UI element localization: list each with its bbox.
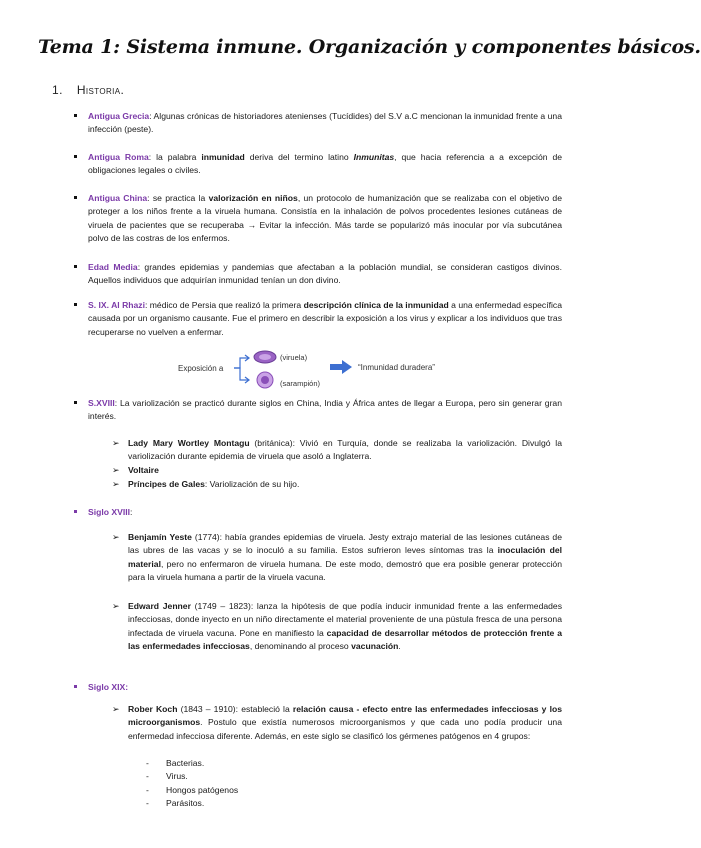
- subitem-yeste: [112, 531, 562, 585]
- bullet-icon: [74, 685, 77, 688]
- item-text: : Variolización de su hijo.: [204, 479, 300, 489]
- item-text: : médico de Persia que realizó la primera: [144, 300, 304, 310]
- list-item-sxviii: [74, 397, 562, 424]
- item-bold: Príncipes de Gales: [128, 479, 205, 489]
- item-bold: Voltaire: [128, 465, 159, 475]
- bullet-icon: [74, 155, 77, 158]
- subitem-principes: [112, 478, 562, 491]
- item-bold: Edward Jenner: [128, 601, 191, 611]
- subitem-voltaire: [112, 464, 562, 477]
- arrow-bullet-icon: ➢: [112, 438, 120, 448]
- list-item-china: [74, 192, 562, 246]
- item-text: (1774): había grandes epidemias de viruela. Jesty extrajo material de las lesiones cutáneas de las ubres de las vacas y se lo inoculó a su familia. Estos sufrieron leves síntomas tras la: [128, 532, 562, 556]
- subitem-koch: [112, 703, 562, 743]
- list-item: - Virus.: [146, 771, 188, 782]
- item-text: , un protocolo de humanización que se realizaba con el objetivo de proteger a los niños frente a la viruela humana. Consistía en la inhalación de polvos procedentes lesiones cutáneas de viruela de pacientes que se recuperaba → Evitar la infección. Más tarde se popularizó más inocular por vía subcutánea polvo de las costras de los enfermos.: [88, 193, 562, 244]
- item-text: : la palabra: [148, 152, 202, 162]
- item-text: , pero no enfermaron de viruela humana. De este modo, demostró que era posible generar protección para la viruela humana a partir de la viruela vacuna.: [128, 558, 562, 583]
- item-text: . Postulo que existía numerosos microorganismos y que cada uno podía producir una enfermedad infecciosa diferente. Además, en este siglo se clasificó los gérmenes patógenos en 4 grupos:: [128, 717, 562, 741]
- group-label: Bacterias.: [166, 758, 205, 768]
- item-text: .: [398, 641, 401, 652]
- item-text: : La variolización se practicó durante siglos en China, India y África antes de llegar a Europa, pero sin generar gran interés.: [88, 398, 562, 422]
- item-sep: :: [149, 111, 154, 121]
- virus1-label: (viruela): [280, 353, 308, 362]
- item-text: : se practica la: [147, 193, 209, 203]
- page-title: Tema 1: Sistema inmune. Organización y componentes básicos.: [38, 36, 701, 58]
- bullet-icon: [74, 196, 77, 199]
- list-item: - Bacterias.: [146, 758, 205, 768]
- item-bold: Lady Mary Wortley Montagu: [128, 438, 250, 448]
- item-text: , denominando al proceso: [249, 641, 352, 652]
- exposure-diagram-svg: [176, 348, 456, 392]
- arrow-bullet-icon: ➢: [112, 479, 120, 489]
- list-item-siglo-xix: [74, 681, 562, 694]
- item-label: Edad Media: [88, 262, 138, 272]
- item-label: S.XVIII: [88, 398, 115, 408]
- item-text: deriva del termino latino: [244, 152, 354, 162]
- item-bold: valorización en niños: [208, 193, 298, 203]
- arrow-bullet-icon: ➢: [112, 704, 120, 714]
- exposure-diagram: [176, 348, 456, 392]
- item-sep: :: [130, 507, 133, 517]
- item-bold: relación causa - efecto entre las enfermedades infecciosas y los microorganismos: [128, 704, 562, 728]
- list-item-grecia: [74, 110, 562, 137]
- item-text: , que hacia referencia a a excepción de obligaciones legales o civiles.: [88, 152, 562, 176]
- item-bold: inmunidad: [201, 152, 245, 162]
- section-title: Historia.: [76, 83, 125, 97]
- arrow-bullet-icon: ➢: [112, 601, 120, 611]
- group-label: Hongos patógenos: [166, 784, 239, 795]
- list-item: - Hongos patógenos: [146, 784, 239, 795]
- item-text: Algunas crónicas de historiadores atenienses (Tucídides) del S.V a.C mencionan la inmunidad frente a una infección (peste).: [88, 111, 562, 135]
- section-number: 1.: [52, 83, 63, 97]
- list-item-siglo-xviii: [74, 506, 562, 519]
- item-bold: vacunación: [351, 641, 399, 652]
- bullet-icon: [74, 265, 77, 268]
- item-label: Antigua China: [88, 193, 148, 203]
- item-bold: descripción clínica de la inmunidad: [303, 300, 449, 310]
- item-bold: Rober Koch: [128, 704, 178, 714]
- bullet-icon: [74, 303, 77, 306]
- group-label: Virus.: [166, 771, 188, 782]
- bullet-icon: [74, 510, 77, 513]
- arrow-bullet-icon: ➢: [112, 532, 120, 542]
- list-item: - Parásitos.: [146, 798, 205, 809]
- germ-group-list: [146, 757, 346, 811]
- virus-core-icon: [259, 354, 271, 360]
- item-label: Siglo XIX:: [88, 682, 129, 692]
- item-text: (1843 – 1910): estableció la: [177, 704, 293, 714]
- section-heading: [52, 83, 124, 97]
- item-text: (británica): Vivió en Turquía, donde se realizaba la variolización. Divulgó la variolización durante epidemia de viruela que asoló a Inglaterra.: [128, 438, 562, 462]
- virus-core-icon: [261, 376, 269, 384]
- bullet-icon: [74, 114, 77, 117]
- group-label: Parásitos.: [166, 798, 205, 809]
- exposure-label: Exposición a: [178, 364, 224, 373]
- bullet-icon: [74, 401, 77, 404]
- item-text: : grandes epidemias y pandemias que afectaban a la población mundial, se consideran castigos divinos. Aquellos individuos que adquirían inmunidad tenían un don divino.: [88, 262, 562, 286]
- item-label: Antigua Grecia: [88, 111, 150, 121]
- subitem-montagu: [112, 437, 562, 464]
- item-label: Siglo XVIII: [88, 507, 131, 517]
- item-text: a una enfermedad específica causada por un organismo causante. Fue el primero en describir la exposición a los virus y explicar a los individuos que tras recuperarse no vuelven a enfermar.: [88, 300, 562, 337]
- arrow-up-icon: [234, 358, 248, 368]
- item-italic: Inmunitas: [353, 152, 395, 162]
- item-label: Antigua Roma: [88, 152, 149, 162]
- list-item-edad-media: [74, 261, 562, 288]
- item-bold: Benjamín Yeste: [128, 532, 192, 542]
- item-bold: inoculación del material: [128, 545, 562, 569]
- item-label: S. IX. Al Rhazi: [88, 300, 145, 310]
- arrow-bullet-icon: ➢: [112, 465, 120, 475]
- virus2-label: (sarampión): [280, 379, 321, 388]
- result-label: “Inmunidad duradera”: [358, 363, 435, 372]
- subitem-jenner: [112, 600, 562, 654]
- list-item-al-rhazi: [74, 299, 562, 339]
- list-item-roma: [74, 151, 562, 178]
- result-arrow-icon: [330, 360, 352, 374]
- item-text: (1749 – 1823): lanza la hipótesis de que podía inducir inmunidad frente a las enfermedades infecciosas, donde inyecto en un niño directamente el material proveniente de una pústula fresca de una persona infectada de viruela vacuna. Pone en manifiesto la: [128, 601, 562, 638]
- item-bold: capacidad de desarrollar métodos de protección frente a las enfermedades infecciosas: [128, 627, 562, 652]
